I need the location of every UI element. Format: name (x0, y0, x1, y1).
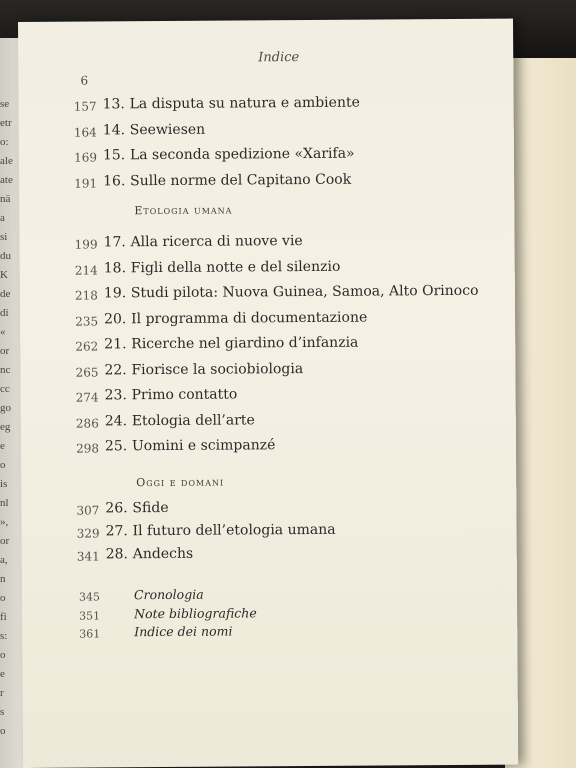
toc-title (106, 546, 194, 563)
left-page-text-fragment: go (0, 402, 11, 414)
toc-page-ref: 298 (76, 441, 100, 456)
section-heading-etologia: Etologia umana (134, 203, 233, 218)
toc-page-ref: 361 (79, 627, 101, 641)
toc-title (105, 412, 255, 429)
chapter-title: Cronologia (133, 586, 204, 603)
chapter-title: Etologia dell’arte (131, 411, 255, 429)
left-page-text-fragment: nä (0, 193, 11, 205)
toc-title (104, 309, 367, 327)
chapter-number: 22. (104, 361, 127, 378)
left-page-text-fragment: di (0, 307, 9, 319)
left-page-text-fragment: ate (0, 174, 13, 186)
left-page-text-fragment: a (0, 212, 5, 224)
chapter-title: Sulle norme del Capitano Cook (130, 171, 352, 189)
left-page-text-fragment: o (0, 649, 6, 661)
toc-page-ref: 157 (73, 99, 97, 114)
chapter-title: Alla ricerca di nuove vie (130, 233, 303, 251)
chapter-number: 17. (103, 234, 126, 251)
left-page-text-fragment: eg (0, 421, 11, 433)
left-page-text-fragment: s: (0, 630, 8, 642)
toc-page-ref: 262 (75, 339, 99, 354)
toc-title (103, 171, 351, 189)
chapter-number: 23. (104, 387, 127, 404)
toc-page-ref: 307 (76, 503, 100, 518)
toc-page-ref: 329 (76, 526, 100, 541)
toc-title (104, 283, 479, 302)
chapter-title: Studi pilota: Nuova Guinea, Samoa, Alto Orinoco (130, 282, 479, 302)
toc-title (105, 437, 276, 454)
toc-page-ref: 218 (74, 288, 98, 303)
toc-title (103, 146, 355, 164)
chapter-title: Primo contatto (131, 386, 238, 404)
left-page-text-fragment: or (0, 535, 10, 547)
left-page-text-fragment: du (0, 250, 11, 262)
toc-page-ref: 345 (78, 590, 101, 604)
toc-page-ref: 265 (75, 364, 99, 380)
toc-title (104, 335, 358, 353)
toc-page-ref: 214 (74, 262, 98, 278)
chapter-number: 25. (104, 438, 128, 455)
left-page-text-fragment: fi (0, 611, 7, 623)
chapter-number: 15. (102, 147, 126, 164)
chapter-title: Figli della notte e del silenzio (130, 258, 341, 276)
toc-page-ref: 191 (74, 175, 98, 191)
left-page-text-fragment: o (0, 459, 6, 471)
page-number: 6 (80, 73, 89, 88)
left-page-text-fragment: s (0, 706, 5, 718)
toc-title (103, 95, 360, 113)
toc-page-ref: 199 (74, 237, 98, 252)
toc-title (103, 121, 206, 138)
left-page-text-fragment: o: (0, 136, 9, 148)
chapter-title: La disputa su natura e ambiente (129, 94, 360, 113)
left-page-text-fragment: is (0, 478, 8, 490)
toc-title (105, 386, 238, 403)
toc-title (104, 258, 341, 276)
chapter-title: Il futuro dell’etologia umana (132, 521, 336, 540)
section-heading-oggi: Oggi e domani (136, 475, 225, 490)
toc-title (134, 605, 257, 621)
left-page-text-fragment: e (0, 668, 5, 680)
left-page-text-fragment: ale (0, 155, 13, 167)
left-page-text-fragment: si (0, 231, 8, 243)
chapter-title: Indice dei nomi (134, 623, 233, 640)
left-page-text-fragment: a, (0, 554, 8, 566)
toc-page-ref: 169 (73, 150, 97, 165)
toc-title (134, 624, 232, 640)
left-page-text-fragment: K (0, 269, 8, 281)
chapter-number: 26. (105, 500, 128, 517)
left-page-text-fragment: r (0, 687, 4, 699)
toc-title (106, 522, 336, 540)
chapter-number: 21. (104, 336, 127, 353)
chapter-title: Sfide (132, 499, 169, 517)
toc-page-ref: 351 (79, 608, 101, 623)
chapter-title: Andechs (132, 545, 194, 563)
left-page-text-fragment: o (0, 592, 6, 604)
left-page-text-fragment: etr (0, 117, 12, 129)
chapter-number: 14. (102, 121, 126, 138)
chapter-number: 13. (102, 96, 125, 113)
toc-title (134, 587, 204, 602)
chapter-title: Uomini e scimpanzé (131, 437, 276, 455)
toc-title (104, 361, 303, 378)
chapter-title: Il programma di documentazione (131, 309, 368, 327)
left-page-text-fragment: se (0, 98, 10, 110)
chapter-number: 19. (103, 285, 127, 302)
chapter-title: Seewiesen (129, 121, 206, 138)
left-page-text-fragment: cc (0, 383, 10, 395)
toc-title (105, 500, 168, 516)
left-page-text-fragment: », (0, 516, 9, 528)
chapter-number: 20. (104, 310, 127, 327)
left-page-text-fragment: or (0, 345, 10, 357)
chapter-number: 18. (103, 259, 127, 276)
left-page-text-fragment: nc (0, 364, 11, 376)
chapter-title: Fiorisce la sociobiologia (131, 360, 304, 378)
toc-page-ref: 286 (75, 415, 99, 431)
toc-page-ref: 341 (76, 549, 100, 564)
toc-page (18, 19, 518, 768)
chapter-number: 27. (105, 523, 128, 540)
left-page-text-fragment: e (0, 440, 5, 452)
left-page-text-fragment: « (0, 326, 6, 338)
chapter-title: Ricerche nel giardino d’infanzia (131, 334, 359, 353)
toc-title (103, 233, 302, 250)
chapter-number: 28. (105, 546, 129, 563)
chapter-number: 16. (103, 172, 126, 189)
toc-page-ref: 235 (75, 313, 99, 329)
toc-page-ref: 164 (73, 124, 97, 140)
left-page-text-fragment: de (0, 288, 11, 300)
chapter-title: La seconda spedizione «Xarifa» (129, 145, 355, 164)
running-head: Indice (258, 50, 300, 66)
left-page-text-fragment: nl (0, 497, 9, 509)
chapter-title: Note bibliografiche (134, 604, 257, 621)
left-page-text-fragment: n (0, 573, 6, 585)
chapter-number: 24. (104, 412, 128, 429)
left-page-text-fragment: o (0, 725, 6, 737)
toc-page-ref: 274 (75, 390, 99, 405)
